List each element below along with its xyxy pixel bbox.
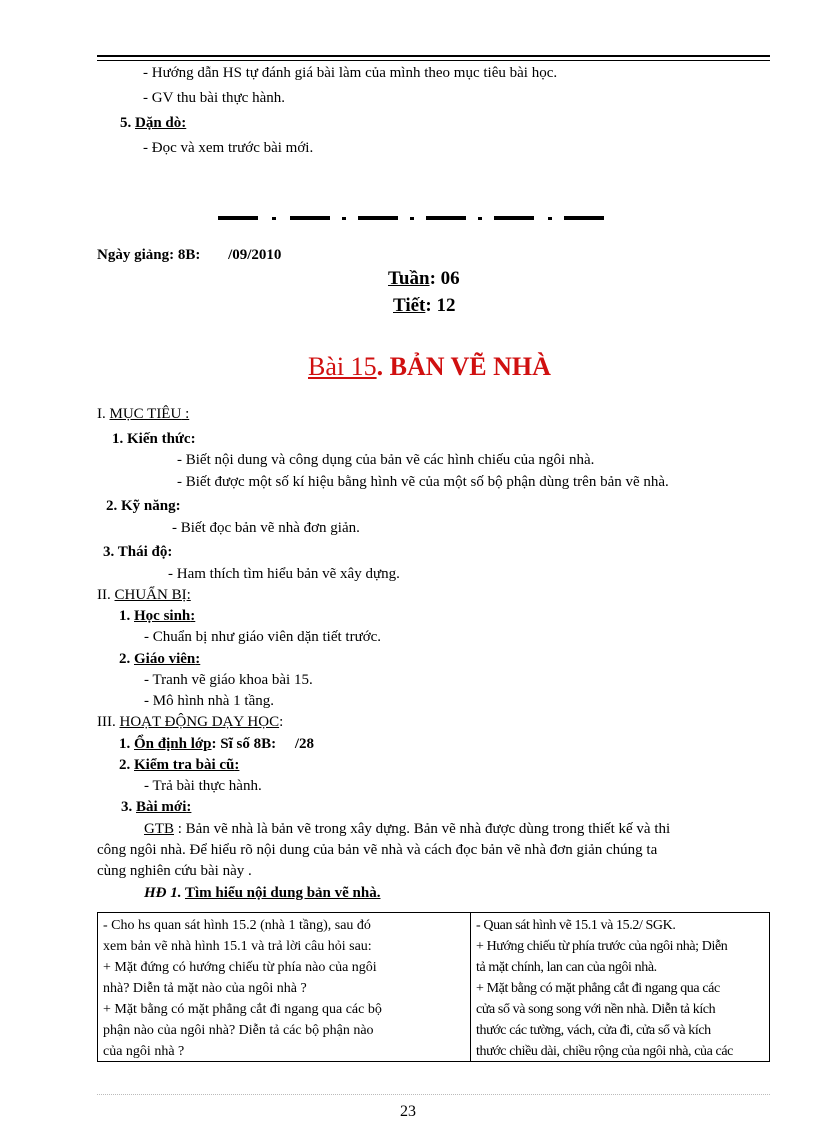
- hoc-sinh-title: Học sinh: [134, 608, 191, 624]
- ngay-giang: [97, 247, 281, 264]
- giao-vien-title: Giáo viên: [134, 651, 196, 667]
- teacher-column: [103, 915, 465, 1062]
- ky-nang-1: - Biết đọc bản vẽ nhà đơn giản.: [172, 520, 360, 536]
- section-hoat-dong: [97, 714, 283, 731]
- ngay-giang-label: Ngày giảng: 8B:: [97, 247, 201, 263]
- activity-table: [97, 912, 770, 1062]
- ky-nang-heading: 2. Kỹ năng:: [106, 498, 181, 514]
- gtb-text-1: : Bản vẽ nhà là bản vẽ trong xây dựng. Bản vẽ nhà được dùng trong thiết kế và thi: [174, 821, 671, 837]
- teacher-line: của ngôi nhà ?: [103, 1044, 185, 1059]
- teacher-line: nhà? Diễn tả mặt nào của ngôi nhà ?: [103, 981, 307, 996]
- student-line: + Mặt bằng có mặt phẳng cắt đi ngang qua các: [476, 981, 720, 996]
- kiem-tra-colon: :: [234, 757, 240, 773]
- on-dinh-title: Ổn định lớp: [134, 736, 212, 752]
- bai-moi-num: 3.: [121, 799, 133, 815]
- on-dinh-heading: [119, 736, 314, 753]
- chuan-bi-colon: :: [186, 587, 191, 603]
- student-line: - Quan sát hình vẽ 15.1 và 15.2/ SGK.: [476, 918, 676, 933]
- thai-do-1: - Ham thích tìm hiểu bản vẽ xây dựng.: [168, 566, 400, 582]
- kien-thuc-2: - Biết được một số kí hiệu bằng hình vẽ của một số bộ phận dùng trên bản vẽ nhà.: [177, 474, 669, 490]
- muc-tieu-title: MỤC TIÊU: [109, 406, 182, 422]
- hoc-sinh-colon: :: [190, 608, 196, 624]
- teacher-line: - Cho hs quan sát hình 15.2 (nhà 1 tầng), sau đó: [103, 918, 371, 933]
- teacher-line: + Mặt bằng có mặt phẳng cắt đi ngang qua các bộ: [103, 1002, 382, 1017]
- lesson-number: Bài 15: [308, 352, 377, 381]
- hd1-label: HĐ 1.: [144, 885, 182, 901]
- dando-num: 5.: [120, 115, 132, 131]
- thai-do-heading: 3. Thái độ:: [103, 544, 173, 560]
- chuan-bi-num: II.: [97, 587, 111, 603]
- hoat-dong-title: HOẠT ĐỘNG DẠY HỌC: [119, 714, 280, 730]
- muc-tieu-colon: :: [181, 406, 190, 422]
- hoc-sinh-num: 1.: [119, 608, 131, 624]
- lesson-name: . BẢN VẼ NHÀ: [376, 352, 551, 381]
- bai-moi-title: Bài mới: [136, 799, 187, 815]
- student-line: thước các tường, vách, cửa đi, cửa sổ và kích: [476, 1023, 711, 1038]
- gtb-label: GTB: [144, 821, 174, 837]
- separator-dot: [478, 217, 482, 220]
- dando-heading: [120, 115, 186, 132]
- tiet-value: : 12: [425, 295, 456, 316]
- separator-dot: [342, 217, 346, 220]
- teacher-line: phận nào của ngôi nhà? Diễn tả các bộ phận nào: [103, 1023, 374, 1038]
- header-rule-thick: [97, 55, 770, 57]
- separator-dash: [564, 216, 604, 220]
- header-rule-thin: [97, 60, 770, 61]
- top-line-1: - Hướng dẫn HS tự đánh giá bài làm của mình theo mục tiêu bài học.: [143, 65, 558, 81]
- footer-rule: [97, 1094, 770, 1095]
- on-dinh-num: 1.: [119, 736, 131, 752]
- hoat-dong-colon: :: [279, 714, 284, 730]
- separator-dash: [426, 216, 466, 220]
- separator-dot: [548, 217, 552, 220]
- giao-vien-colon: :: [195, 651, 201, 667]
- gtb-line-3: cùng nghiên cứu bài này .: [97, 863, 252, 879]
- hoc-sinh-1: - Chuẩn bị như giáo viên dặn tiết trước.: [144, 629, 382, 645]
- section-chuan-bi: [97, 587, 191, 604]
- hoat-dong-num: III.: [97, 714, 116, 730]
- muc-tieu-num: I.: [97, 406, 106, 422]
- giao-vien-1: - Tranh vẽ giáo khoa bài 15.: [144, 672, 313, 688]
- separator-dash: [218, 216, 258, 220]
- tiet-label: Tiết: [393, 295, 426, 316]
- giao-vien-heading: [119, 651, 200, 668]
- kiem-tra-num: 2.: [119, 757, 131, 773]
- hoc-sinh-heading: [119, 608, 195, 625]
- dando-line: - Đọc và xem trước bài mới.: [143, 140, 314, 156]
- giao-vien-num: 2.: [119, 651, 131, 667]
- teacher-line: + Mặt đứng có hướng chiếu từ phía nào của ngôi: [103, 960, 377, 975]
- ngay-giang-value: /09/2010: [228, 247, 282, 263]
- tuan-value: : 06: [429, 268, 460, 289]
- lesson-title: [308, 352, 551, 382]
- page-number: 23: [400, 1103, 416, 1120]
- table-column-divider: [470, 913, 471, 1061]
- hd1-title: Tìm hiểu nội dung bản vẽ nhà.: [184, 885, 381, 901]
- student-column: [476, 915, 768, 1062]
- separator-dash: [494, 216, 534, 220]
- tiet-line: [393, 295, 455, 317]
- hd1-heading: [144, 885, 380, 902]
- tuan-label: Tuần: [388, 268, 430, 289]
- kien-thuc-heading: 1. Kiến thức:: [112, 431, 196, 447]
- student-line: tả mặt chính, lan can của ngôi nhà.: [476, 960, 657, 975]
- tuan-line: [388, 268, 460, 290]
- kiem-tra-1: - Trả bài thực hành.: [144, 778, 262, 794]
- separator-dash: [358, 216, 398, 220]
- bai-moi-heading: [121, 799, 191, 816]
- kien-thuc-1: - Biết nội dung và công dụng của bản vẽ các hình chiếu của ngôi nhà.: [177, 452, 595, 468]
- chuan-bi-title: CHUẨN BỊ: [114, 587, 187, 603]
- student-line: + Hướng chiếu từ phía trước của ngôi nhà; Diễn: [476, 939, 728, 954]
- dando-title: Dặn dò:: [135, 115, 187, 131]
- separator-dash: [290, 216, 330, 220]
- on-dinh-rest: : Sĩ số 8B: /28: [211, 736, 315, 752]
- gtb-line-1: [144, 821, 670, 838]
- top-line-2: - GV thu bài thực hành.: [143, 90, 285, 106]
- student-line: thước chiều dài, chiều rộng của ngôi nhà, của các: [476, 1044, 733, 1059]
- section-muc-tieu: [97, 406, 189, 423]
- kiem-tra-heading: [119, 757, 239, 774]
- separator-dot: [410, 217, 414, 220]
- kiem-tra-title: Kiểm tra bài cũ: [134, 757, 235, 773]
- separator-dot: [272, 217, 276, 220]
- teacher-line: xem bản vẽ nhà hình 15.1 và trả lời câu hỏi sau:: [103, 939, 372, 954]
- bai-moi-colon: :: [186, 799, 192, 815]
- student-line: cửa sổ và song song với nền nhà. Diễn tả kích: [476, 1002, 716, 1017]
- giao-vien-2: - Mô hình nhà 1 tầng.: [144, 693, 274, 709]
- gtb-line-2: công ngôi nhà. Để hiểu rõ nội dung của bản vẽ nhà và cách đọc bản vẽ nhà đơn giản chúng ta: [97, 842, 658, 858]
